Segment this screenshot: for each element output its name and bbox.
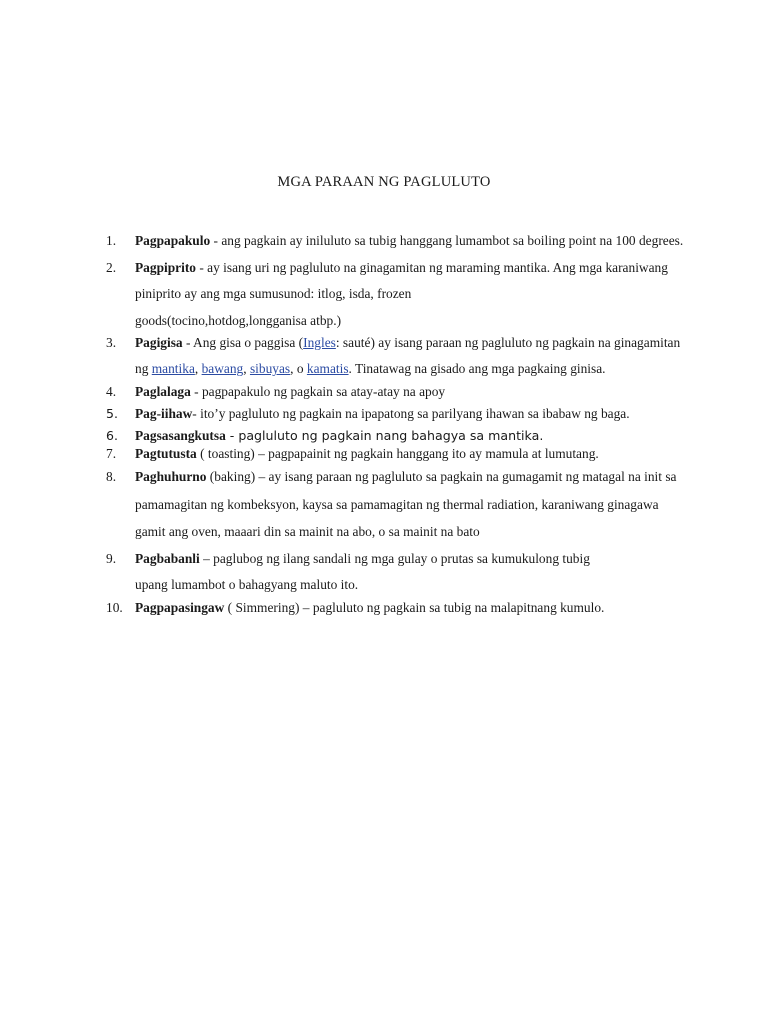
- list-description-continued: upang lumambot o bahagyang maluto ito.: [135, 577, 359, 592]
- list-description-continued: goods(tocino,hotdog,longganisa atbp.): [135, 312, 342, 328]
- list-term: Pagsasangkutsa: [135, 428, 226, 443]
- document-title: MGA PARAAN NG PAGLULUTO: [277, 174, 491, 190]
- list-description: - ang pagkain ay iniluluto sa tubig hanggang lumambot sa boiling point na 100 degrees.: [210, 233, 684, 248]
- list-number: 9.: [106, 550, 117, 566]
- list-term: Pagbabanli: [135, 550, 200, 566]
- list-number: 8.: [106, 469, 117, 484]
- list-number: 1.: [106, 233, 117, 248]
- mantika-link[interactable]: mantika: [151, 361, 195, 376]
- list-term: Pagpiprito: [135, 259, 197, 275]
- list-description: - ito’y pagluluto ng pagkain na ipapatong sa parilyang ihawan sa ibabaw ng baga.: [192, 405, 630, 421]
- list-description: – paglubog ng ilang sandali ng mga gulay o prutas sa kumukulong tubig: [199, 550, 590, 566]
- list-term: Pagpapasingaw: [135, 599, 225, 615]
- list-term: Pagtutusta: [135, 446, 197, 461]
- list-item: [106, 228, 686, 255]
- list-number: 10.: [106, 599, 123, 615]
- separator: ,: [194, 361, 202, 376]
- list-description: : sauté) ay isang paraan ng pagluluto ng pagkain na ginagamitan ng: [135, 334, 681, 376]
- list-item: [106, 255, 686, 330]
- list-number: 7.: [106, 446, 117, 461]
- list-item: [106, 463, 686, 546]
- kamatis-link[interactable]: kamatis: [306, 361, 349, 376]
- list-description: ( toasting) – pagpapainit ng pagkain hanggang ito ay mamula at lumutang.: [196, 446, 599, 461]
- list-number: 4.: [106, 383, 117, 399]
- list-description: - ay isang uri ng pagluluto na ginagamitan ng maraming mantika. Ang mga karaniwang piniprito ay ang mga sumusunod: itlog, isda, frozen: [135, 259, 668, 301]
- list-item: [106, 401, 686, 428]
- list-number: 5.: [106, 405, 118, 421]
- list-description: (baking) – ay isang paraan ng pagluluto sa pagkain na gumagamit ng matagal na init sa pamamagitan ng kombeksyon, kaysa sa pamamagitan ng thermal radiation, karaniwang ginagawa gamit ang oven, maaari din sa mainit na abo, o sa mainit na bato: [135, 469, 677, 539]
- list-item: [106, 445, 686, 463]
- list-item: [106, 427, 686, 445]
- list-number: 2.: [106, 259, 117, 275]
- list-term: Pagigisa: [135, 334, 183, 350]
- list-description: - Ang gisa o paggisa (: [182, 334, 304, 350]
- list-description: - pagpapakulo ng pagkain sa atay-atay na apoy: [190, 383, 446, 399]
- ingles-link[interactable]: Ingles: [303, 334, 336, 350]
- list-description: ( Simmering) – pagluluto ng pagkain sa tubig na malapitnang kumulo.: [224, 599, 605, 615]
- list-term: Paghuhurno: [135, 469, 207, 484]
- sibuyas-link[interactable]: sibuyas: [249, 361, 291, 376]
- list-term: Pag-iihaw: [135, 405, 193, 421]
- list-item: [106, 330, 686, 383]
- bawang-link[interactable]: bawang: [201, 361, 244, 376]
- list-number: 3.: [106, 334, 117, 350]
- list-number: 6.: [106, 428, 118, 443]
- list-item: [106, 599, 686, 617]
- list-term: Pagpapakulo: [135, 233, 211, 248]
- list-description: - pagluluto ng pagkain nang bahagya sa mantika.: [225, 428, 544, 443]
- separator: , o: [290, 361, 307, 376]
- separator: ,: [243, 361, 250, 376]
- list-item: [106, 383, 686, 401]
- cooking-methods-list: [106, 228, 686, 617]
- list-term: Paglalaga: [135, 383, 191, 399]
- list-item: [106, 546, 686, 599]
- list-description: . Tinatawag na gisado ang mga pagkaing ginisa.: [348, 361, 606, 376]
